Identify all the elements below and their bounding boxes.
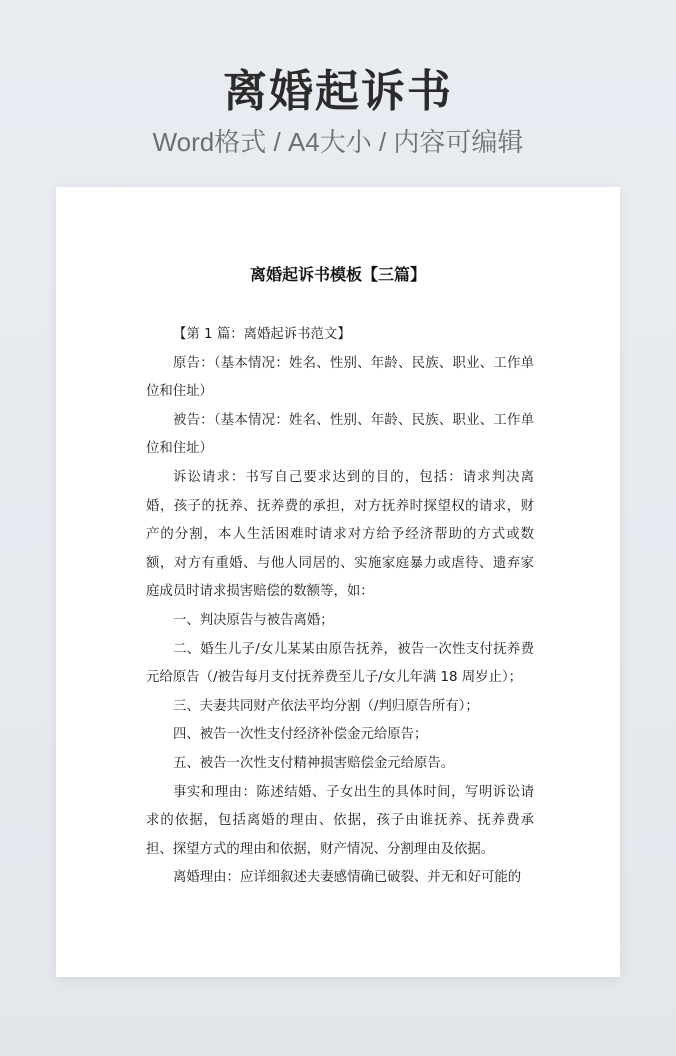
document-title: 离婚起诉书模板【三篇】 <box>249 265 426 284</box>
paragraph-defendant: 被告：（基本情况：姓名、性别、年龄、民族、职业、工作单位和住址） <box>146 412 534 457</box>
paragraph-claim-4: 四、被告一次性支付经济补偿金元给原告； <box>173 727 428 743</box>
document-page <box>56 187 620 977</box>
paragraph-facts-reasons: 事实和理由：陈述结婚、子女出生的具体时间，写明诉讼请求的依据，包括离婚的理由、依据，孩子由谁抚养、抚养费承担、探望方式的理由和依据，财产情况、分割理由及依据。 <box>146 784 534 857</box>
paragraph-divorce-reasons: 离婚理由：应详细叙述夫妻感情确已破裂、并无和好可能的 <box>173 870 522 886</box>
page-title: 离婚起诉书 <box>223 66 453 117</box>
paragraph-claim-1: 一、判决原告与被告离婚； <box>173 612 334 628</box>
hero-header <box>0 64 676 162</box>
paragraph-section-heading: 【第 1 篇：离婚起诉书范文】 <box>173 327 351 342</box>
page-subtitle: Word格式 / A4大小 / 内容可编辑 <box>152 127 524 157</box>
paragraph-claim-5: 五、被告一次性支付精神损害赔偿金元给原告。 <box>173 755 455 771</box>
document-body <box>146 321 534 893</box>
paragraph-plaintiff: 原告：（基本情况：姓名、性别、年龄、民族、职业、工作单位和住址） <box>146 355 534 400</box>
paragraph-claim-3: 三、夫妻共同财产依法平均分割（/判归原告所有）； <box>173 698 479 714</box>
paragraph-claim-2: 二、婚生儿子/女儿某某由原告抚养，被告一次性支付抚养费元给原告（/被告每月支付抚养费至儿子/女儿年满 18 周岁止）； <box>146 641 534 686</box>
paragraph-claims: 诉讼请求：书写自己要求达到的目的，包括：请求判决离婚，孩子的抚养、抚养费的承担，对方抚养时探望权的请求，财产的分割，本人生活困难时请求对方给予经济帮助的方式或数额，对方有重婚、与他人同居的、实施家庭暴力或虐待、遗弃家庭成员时请求损害赔偿的数额等，如： <box>146 469 534 600</box>
